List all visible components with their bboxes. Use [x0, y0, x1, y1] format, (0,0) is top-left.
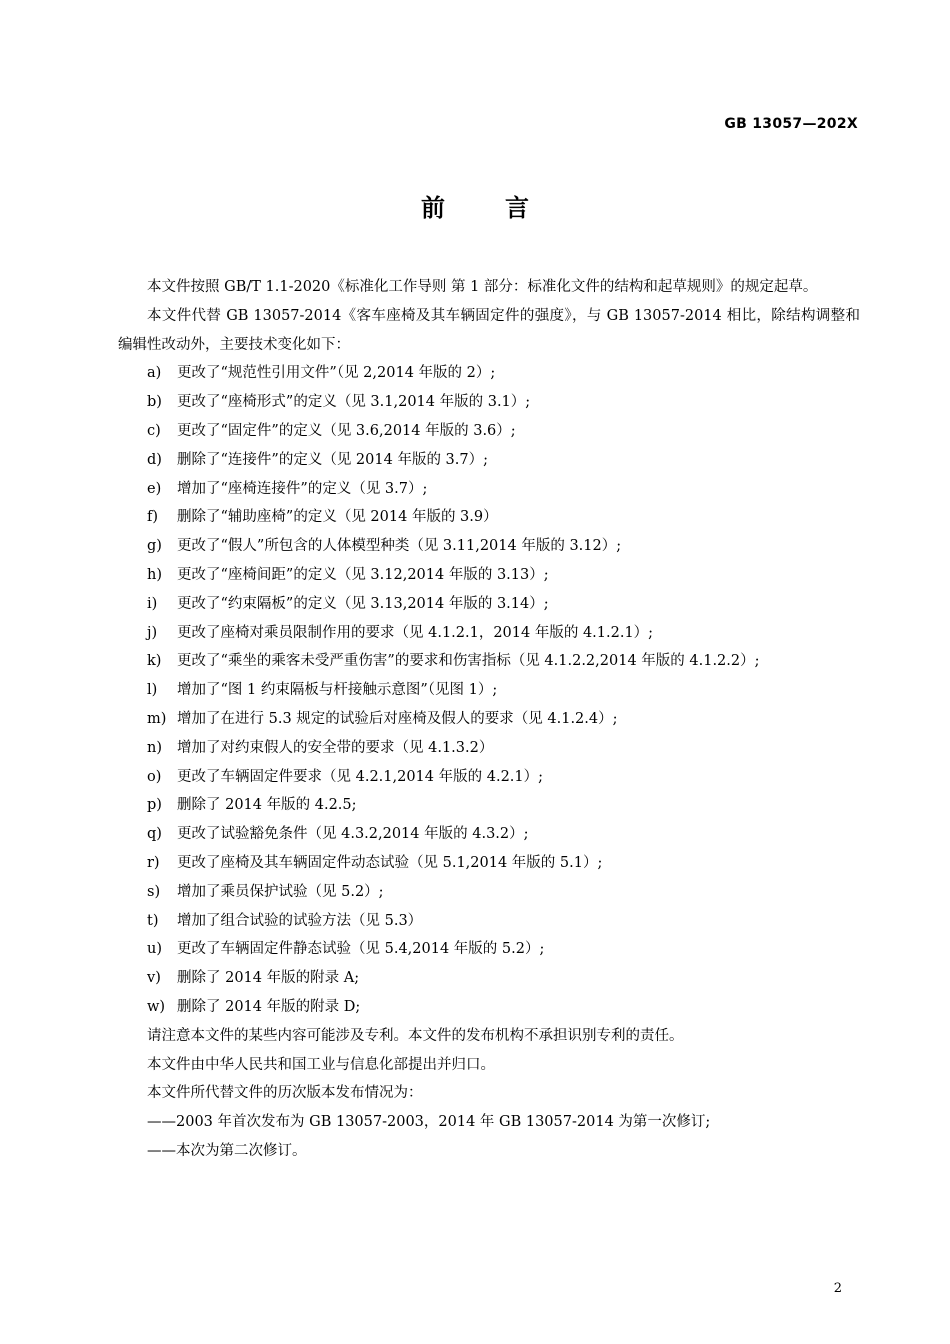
intro-paragraph-drafting-rules: 本文件按照 GB/T 1.1-2020《标准化工作导则 第 1 部分：标准化文件的结构和起草规则》的规定起草。 [147, 279, 818, 295]
list-item-label: d) [147, 451, 162, 468]
list-item-label: l) [147, 682, 158, 699]
list-item [118, 503, 860, 532]
list-item [118, 964, 860, 993]
list-item [118, 388, 860, 417]
list-item [118, 763, 860, 792]
list-item-text: 增加了在进行 5.3 规定的试验后对座椅及假人的要求（见 4.1.2.4）; [177, 710, 618, 727]
patent-notice: 请注意本文件的某些内容可能涉及专利。本文件的发布机构不承担识别专利的责任。 [147, 1027, 684, 1044]
list-item-text: 更改了“固定件”的定义（见 3.6,2014 年版的 3.6）; [177, 422, 516, 439]
list-item [118, 734, 860, 763]
list-item [118, 619, 860, 648]
list-item-text: 更改了试验豁免条件（见 4.3.2,2014 年版的 4.3.2）; [177, 826, 529, 843]
list-item-text: 更改了“乘坐的乘客未受严重伤害”的要求和伤害指标（见 4.1.2.2,2014 年版的 4.1.2.2）; [177, 653, 760, 670]
list-item-label: o) [147, 768, 162, 785]
list-item [118, 935, 860, 964]
list-item-label: c) [147, 422, 161, 439]
list-item [118, 878, 860, 907]
list-item-text: 增加了组合试验的试验方法（见 5.3） [177, 912, 423, 929]
list-item-text: 更改了“约束隔板”的定义（见 3.13,2014 年版的 3.14）; [177, 595, 549, 612]
list-item-label: q) [147, 826, 162, 843]
list-item-text: 更改了“假人”所包含的人体模型种类（见 3.11,2014 年版的 3.12）; [177, 538, 622, 555]
list-item-text: 更改了“规范性引用文件”（见 2,2014 年版的 2）; [177, 365, 496, 382]
list-item [118, 590, 860, 619]
page-title: 前言 [421, 194, 589, 222]
list-item [118, 561, 860, 590]
list-item-label: k) [147, 653, 162, 670]
list-item-label: a) [147, 365, 162, 382]
list-item-text: 删除了 2014 年版的附录 A; [177, 970, 360, 987]
list-item-text: 更改了车辆固定件静态试验（见 5.4,2014 年版的 5.2）; [177, 941, 545, 958]
intro-paragraph-replacement: 本文件代替 GB 13057-2014《客车座椅及其车辆固定件的强度》，与 GB 13057-2014 相比，除结构调整和编辑性改动外，主要技术变化如下： [118, 307, 860, 353]
proposer-statement: 本文件由中华人民共和国工业与信息化部提出并归口。 [147, 1056, 495, 1073]
list-item-label: e) [147, 480, 162, 497]
list-item-label: r) [147, 854, 160, 871]
list-item-label: p) [147, 797, 162, 814]
list-item-label: u) [147, 941, 162, 958]
list-item [118, 446, 860, 475]
list-item [118, 475, 860, 504]
technical-changes-list [118, 359, 860, 1021]
list-item-label: w) [147, 998, 166, 1015]
list-item-text: 删除了“辅助座椅”的定义（见 2014 年版的 3.9） [177, 509, 498, 526]
list-item [118, 820, 860, 849]
list-item-label: t) [147, 912, 159, 929]
list-item-text: 增加了对约束假人的安全带的要求（见 4.1.3.2） [177, 739, 494, 756]
list-item [118, 993, 860, 1022]
list-item [118, 359, 860, 388]
list-item-label: h) [147, 566, 162, 583]
history-item: ——本次为第二次修订。 [147, 1142, 307, 1159]
list-item [118, 849, 860, 878]
list-item [118, 647, 860, 676]
list-item-text: 增加了乘员保护试验（见 5.2）; [177, 883, 384, 900]
list-item-label: i) [147, 595, 158, 612]
list-item-text: 删除了 2014 年版的 4.2.5; [177, 797, 357, 814]
list-item-text: 删除了“连接件”的定义（见 2014 年版的 3.7）; [177, 451, 488, 468]
list-item-label: s) [147, 883, 161, 900]
list-item-text: 删除了 2014 年版的附录 D; [177, 998, 361, 1015]
list-item-label: b) [147, 394, 162, 411]
list-item [118, 417, 860, 446]
list-item-label: m) [147, 710, 167, 727]
history-intro: 本文件所代替文件的历次版本发布情况为： [147, 1085, 423, 1102]
list-item-text: 更改了座椅及其车辆固定件动态试验（见 5.1,2014 年版的 5.1）; [177, 854, 603, 871]
list-item-text: 增加了“图 1 约束隔板与杆接触示意图”（见图 1）; [177, 682, 498, 699]
list-item [118, 676, 860, 705]
page-number: 2 [833, 1281, 842, 1296]
list-item-label: n) [147, 739, 162, 756]
list-item-text: 更改了座椅对乘员限制作用的要求（见 4.1.2.1，2014 年版的 4.1.2.1）; [177, 624, 654, 641]
list-item [118, 705, 860, 734]
list-item [118, 907, 860, 936]
list-item [118, 532, 860, 561]
list-item-label: j) [147, 624, 158, 641]
history-item: ——2003 年首次发布为 GB 13057-2003，2014 年 GB 13057-2014 为第一次修订; [147, 1114, 711, 1131]
list-item-label: g) [147, 538, 162, 555]
list-item-text: 增加了“座椅连接件”的定义（见 3.7）; [177, 480, 428, 497]
standard-code: GB 13057—202X [724, 116, 858, 132]
list-item-text: 更改了“座椅形式”的定义（见 3.1,2014 年版的 3.1）; [177, 394, 531, 411]
foreword-body [118, 273, 860, 1166]
list-item-text: 更改了“座椅间距”的定义（见 3.12,2014 年版的 3.13）; [177, 566, 549, 583]
list-item [118, 791, 860, 820]
list-item-label: f) [147, 509, 159, 526]
list-item-label: v) [147, 970, 161, 987]
list-item-text: 更改了车辆固定件要求（见 4.2.1,2014 年版的 4.2.1）; [177, 768, 544, 785]
